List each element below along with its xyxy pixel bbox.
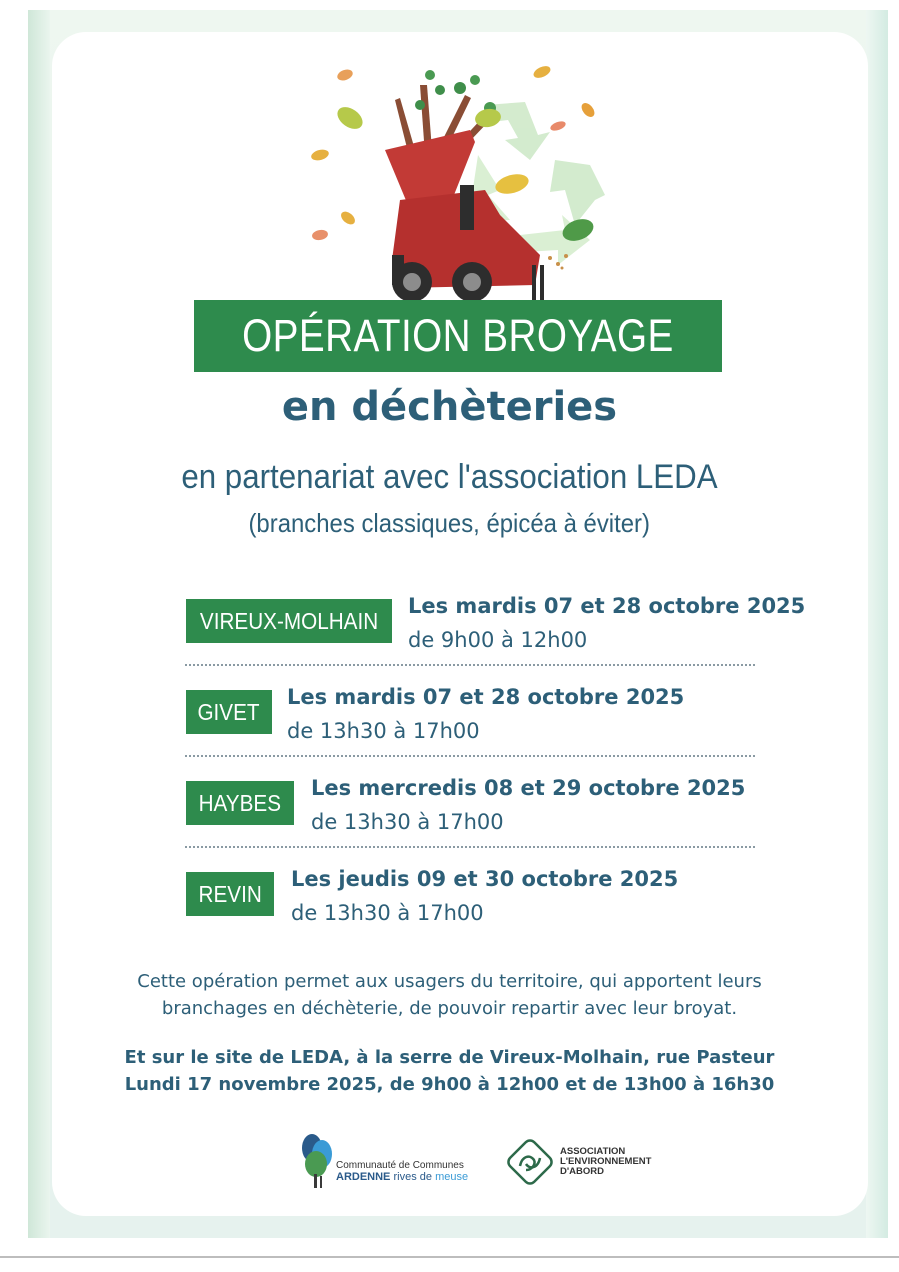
leda-logo-line2: L'ENVIRONNEMENT — [560, 1156, 652, 1167]
ccarm-logo-line2: ARDENNE rives de meuse — [336, 1171, 469, 1183]
page-subtitle: en déchèteries — [281, 384, 618, 430]
location-label: GIVET — [197, 698, 261, 725]
location-label: HAYBES — [198, 789, 282, 816]
branches-note-text: (branches classiques, épicéa à éviter) — [248, 508, 651, 538]
extra-session-line: Et sur le site de LEDA, à la serre de Vireux-Molhain, rue Pasteur — [124, 1047, 775, 1068]
schedule-dates: Les mercredis 08 et 29 octobre 2025 — [311, 776, 746, 800]
location-label: REVIN — [198, 880, 262, 907]
location-tag-givet — [186, 690, 272, 734]
divider-dotted — [185, 664, 755, 666]
leda-logo-line1: ASSOCIATION — [560, 1146, 626, 1157]
wood-chipper-illustration — [300, 60, 620, 305]
schedule-hours: de 9h00 à 12h00 — [408, 628, 588, 652]
divider-dotted — [185, 755, 755, 757]
leda-logo-line3: D'ABORD — [560, 1166, 604, 1177]
page-title: OPÉRATION BROYAGE — [242, 310, 674, 361]
leda-logo — [504, 1136, 674, 1188]
extra-session-line: Lundi 17 novembre 2025, de 9h00 à 12h00 et de 13h00 à 16h30 — [124, 1074, 775, 1095]
location-label: VIREUX-MOLHAIN — [199, 607, 379, 634]
schedule-dates: Les jeudis 09 et 30 octobre 2025 — [291, 867, 679, 891]
schedule-hours: de 13h30 à 17h00 — [291, 901, 484, 925]
hands-leaf-icon — [504, 1136, 556, 1188]
location-tag-vireux-molhain — [186, 599, 392, 643]
partner-text: en partenariat avec l'association LEDA — [181, 458, 718, 496]
description-line: branchages en déchèterie, de pouvoir repartir avec leur broyat. — [161, 998, 738, 1019]
location-tag-haybes — [186, 781, 294, 825]
location-tag-revin — [186, 872, 274, 916]
title-banner — [194, 300, 722, 372]
schedule-hours: de 13h30 à 17h00 — [287, 719, 480, 743]
schedule-hours: de 13h30 à 17h00 — [311, 810, 504, 834]
page-divider — [0, 1256, 899, 1258]
schedule-dates: Les mardis 07 et 28 octobre 2025 — [408, 594, 806, 618]
extra-session — [0, 1044, 899, 1098]
schedule-dates: Les mardis 07 et 28 octobre 2025 — [287, 685, 685, 709]
ccarm-logo — [296, 1130, 469, 1192]
tree-icon — [296, 1130, 336, 1190]
description-line: Cette opération permet aux usagers du territoire, qui apportent leurs — [137, 971, 762, 992]
wood-chipper — [385, 130, 544, 302]
partner-line — [0, 458, 899, 497]
description-paragraph — [0, 968, 899, 1022]
ccarm-logo-line1: Communauté de Communes — [336, 1160, 464, 1171]
divider-dotted — [185, 846, 755, 848]
branches-note — [0, 508, 899, 539]
